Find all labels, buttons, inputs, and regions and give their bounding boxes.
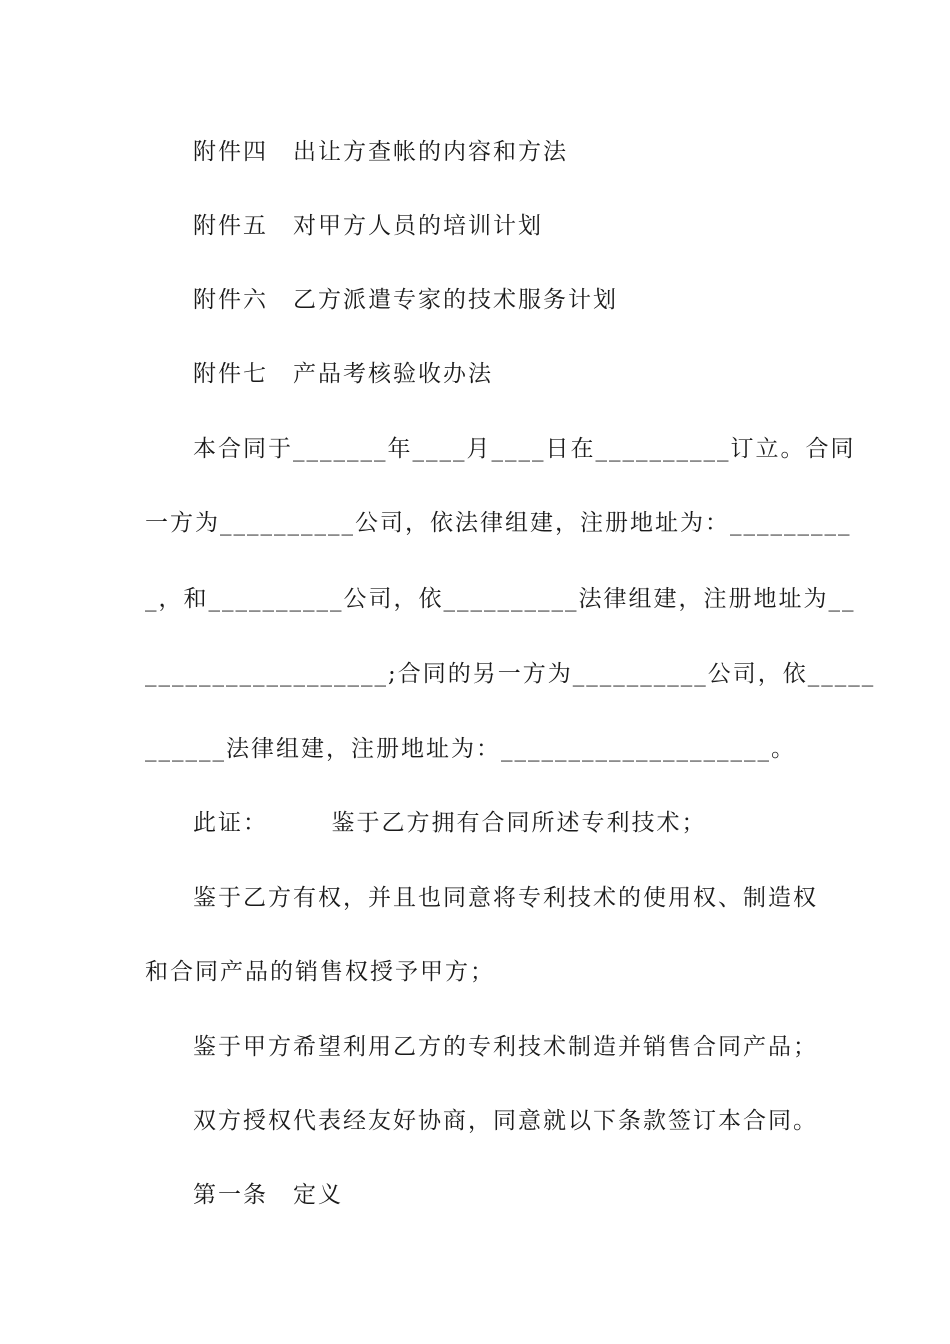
whereas-1-line-2: 和合同产品的销售权授予甲方； xyxy=(145,959,495,985)
whereas-1-line-1: 鉴于乙方有权，并且也同意将专利技术的使用权、制造权 xyxy=(193,885,818,911)
signing-paragraph-line-5: ______法律组建，注册地址为：____________________。 xyxy=(145,736,796,762)
signing-paragraph-line-2: 一方为__________公司，依法律组建，注册地址为：_________ xyxy=(145,510,852,536)
signing-paragraph-line-3: _，和__________公司，依__________法律组建，注册地址为__ xyxy=(145,586,856,612)
article-1-heading: 第一条 定义 xyxy=(193,1182,343,1208)
attachment-5: 附件五 对甲方人员的培训计划 xyxy=(193,213,543,239)
witness-line: 此证： 鉴于乙方拥有合同所述专利技术； xyxy=(193,810,707,836)
attachment-6: 附件六 乙方派遣专家的技术服务计划 xyxy=(193,287,618,313)
attachment-4: 附件四 出让方查帐的内容和方法 xyxy=(193,139,568,165)
whereas-2: 鉴于甲方希望利用乙方的专利技术制造并销售合同产品； xyxy=(193,1034,818,1060)
attachment-7: 附件七 产品考核验收办法 xyxy=(193,361,493,387)
signing-paragraph-line-4: __________________;合同的另一方为__________公司，依_____ xyxy=(145,661,876,687)
signing-paragraph-line-1: 本合同于_______年____月____日在__________订立。合同 xyxy=(193,436,856,462)
agreement-line: 双方授权代表经友好协商，同意就以下条款签订本合同。 xyxy=(193,1108,818,1134)
